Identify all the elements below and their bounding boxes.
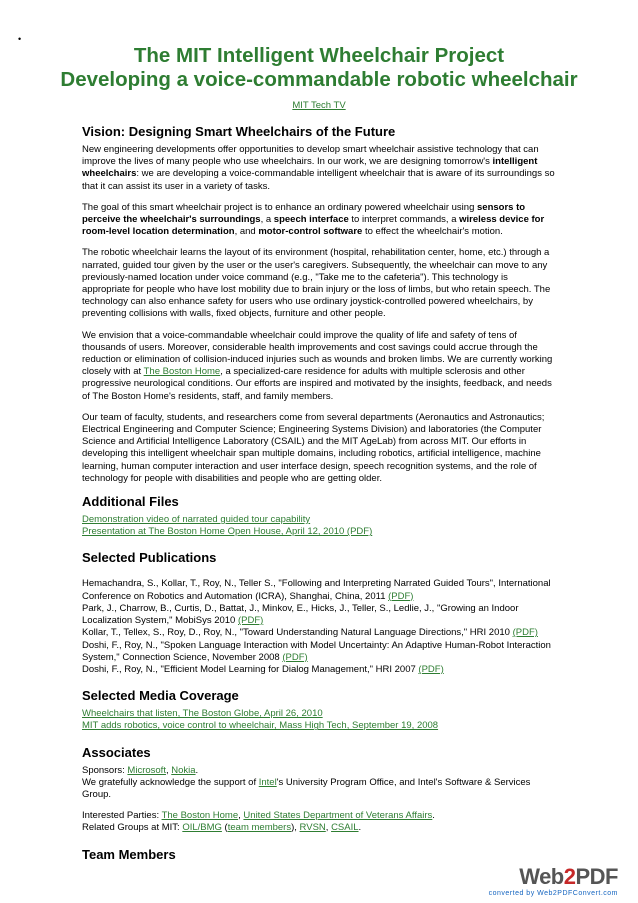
- vision-paragraph-3: The robotic wheelchair learns the layout of its environment (hospital, rehabilitation center, home, etc.) through a narrated, guided tour given by the user or the user's caregivers. Subsequently, the wheelchair can move to any previously-named location under voice command (e.g., "Take me to the cafeteria"). This technology is appropriate for people who have lost mobility due to brain injury or the loss of limbs, but who retain speech. The technology can also enhance safety for users who use ordinary joystick-controlled powered wheelchairs, by preventing collisions with walls, fixed objects, furniture and other people.: [82, 247, 551, 320]
- additional-files-section: [82, 494, 556, 538]
- vision-paragraph-1: New engineering developments offer opportunities to develop smart wheelchair assistive technology that can improve the lives of many people who use wheelchairs. In our work, we are designing tomorrow's intelligent wheelchairs: we are developing a voice-commandable intelligent wheelchair that is aware of its surroundings so that it can assist its user in a variety of tasks.: [82, 144, 555, 192]
- web2pdf-logo: Web2PDF: [519, 864, 618, 889]
- interested-parties-line: Interested Parties: The Boston Home, United States Department of Veterans Affairs.: [82, 810, 435, 822]
- boston-globe-link[interactable]: Wheelchairs that listen, The Boston Globe, April 26, 2010: [82, 708, 323, 720]
- vision-paragraph-2: The goal of this smart wheelchair project is to enhance an ordinary powered wheelchair using sensors to perceive the wheelchair's surroundings, a speech interface to interpret commands, a wireless device for room-level location determination, and motor-control software to effect the wheelchair's motion.: [82, 201, 545, 238]
- oil-bmg-link[interactable]: OIL/BMG: [182, 822, 222, 834]
- team-heading: Team Members: [82, 846, 176, 862]
- microsoft-link[interactable]: Microsoft: [127, 764, 166, 776]
- publication-item: Doshi, F., Roy, N., "Spoken Language Interaction with Model Uncertainty: An Adaptive Human-Robot Interaction System," Connection Science, November 2008 (PDF): [82, 639, 551, 663]
- pdf-link[interactable]: (PDF): [512, 627, 538, 639]
- pdf-link[interactable]: (PDF): [282, 651, 308, 663]
- publications-section: [82, 550, 556, 676]
- presentation-link[interactable]: Presentation at The Boston Home Open House, April 12, 2010 (PDF): [82, 526, 373, 538]
- boston-home-link[interactable]: The Boston Home: [143, 366, 221, 378]
- pdf-link[interactable]: (PDF): [418, 663, 444, 675]
- stray-mark: •: [18, 34, 22, 44]
- associates-heading: Associates: [82, 744, 151, 760]
- main-content: [82, 124, 556, 867]
- mass-high-tech-link[interactable]: MIT adds robotics, voice control to wheelchair, Mass High Tech, September 19, 2008: [82, 720, 439, 732]
- additional-files-heading: Additional Files: [82, 494, 179, 510]
- tech-tv-row: [0, 100, 638, 111]
- demo-video-link[interactable]: Demonstration video of narrated guided tour capability: [82, 514, 311, 526]
- web2pdf-watermark: [489, 864, 618, 897]
- title-line-1: The MIT Intelligent Wheelchair Project: [133, 44, 505, 67]
- mit-tech-tv-link[interactable]: MIT Tech TV: [292, 100, 346, 111]
- rvsn-link[interactable]: RVSN: [299, 822, 326, 834]
- media-section: [82, 688, 556, 732]
- nokia-link[interactable]: Nokia: [171, 764, 196, 776]
- csail-link[interactable]: CSAIL: [331, 822, 359, 834]
- associates-section: [82, 745, 556, 835]
- vision-paragraph-5: Our team of faculty, students, and researchers come from several departments (Aeronautics and Astronautics; Electrical Engineering and Computer Science; Engineering Systems Division) and laboratories (the Computer Science and Artificial Intelligence Laboratory (CSAIL) and the MIT AgeLab) from across MIT. Our efforts in developing this intelligent wheelchair span multiple domains, including robotics, artificial intelligence, machine learning, human computer interaction and user interface design, speech recognition systems, and the role of technology for people with disabilities and people who are getting older.: [82, 411, 545, 484]
- intel-link[interactable]: Intel: [258, 776, 277, 788]
- related-groups-line: Related Groups at MIT: OIL/BMG (team members), RVSN, CSAIL.: [82, 822, 362, 834]
- publication-item: Doshi, F., Roy, N., "Efficient Model Learning for Dialog Management," HRI 2007 (PDF): [82, 663, 444, 675]
- publications-heading: Selected Publications: [82, 550, 217, 566]
- vision-paragraph-4: We envision that a voice-commandable wheelchair could improve the quality of life and safety of tens of thousands of users. Moreover, considerable health improvements and cost savings could accrue through the reduction or elimination of collision-induced injuries such as wounds and broken limbs. We are currently working closely with at The Boston Home, a specialized-care residence for adults with multiple sclerosis and other progressive neurological conditions. Our efforts are inspired and motivated by the insights, feedback, and needs of The Boston Home's residents, staff, and family members.: [82, 329, 553, 402]
- title-line-2: Developing a voice-commandable robotic wheelchair: [60, 68, 578, 91]
- team-section: [82, 847, 556, 863]
- va-link[interactable]: United States Department of Veterans Affairs: [243, 810, 433, 822]
- boston-home-link[interactable]: The Boston Home: [161, 810, 239, 822]
- converted-by-link[interactable]: converted by Web2PDFConvert.com: [488, 890, 618, 897]
- vision-heading: Vision: Designing Smart Wheelchairs of the Future: [82, 124, 396, 139]
- pdf-link[interactable]: (PDF): [388, 590, 414, 602]
- sponsors-line: Sponsors: Microsoft, Nokia.: [82, 764, 199, 776]
- publication-item: Park, J., Charrow, B., Curtis, D., Battat, J., Minkov, E., Hicks, J., Teller, S., Ledlie, J., "Growing an Indoor Localization System," MobiSys 2010 (PDF): [82, 602, 519, 627]
- acknowledgement: We gratefully acknowledge the support of Intel's University Program Office, and Intel's Software & Services Group.: [82, 776, 531, 800]
- publication-item: Kollar, T., Tellex, S., Roy, D., Roy, N., "Toward Understanding Natural Language Directions," HRI 2010 (PDF): [82, 627, 538, 639]
- pdf-link[interactable]: (PDF): [237, 615, 264, 627]
- media-heading: Selected Media Coverage: [82, 688, 239, 704]
- publication-item: Hemachandra, S., Kollar, T., Roy, N., Teller S., "Following and Interpreting Narrated Guided Tours", International Conference on Robotics and Automation (ICRA), Shanghai, China, 2011 (PDF): [82, 578, 551, 602]
- team-members-link[interactable]: team members: [227, 822, 292, 834]
- page-title: [0, 44, 638, 92]
